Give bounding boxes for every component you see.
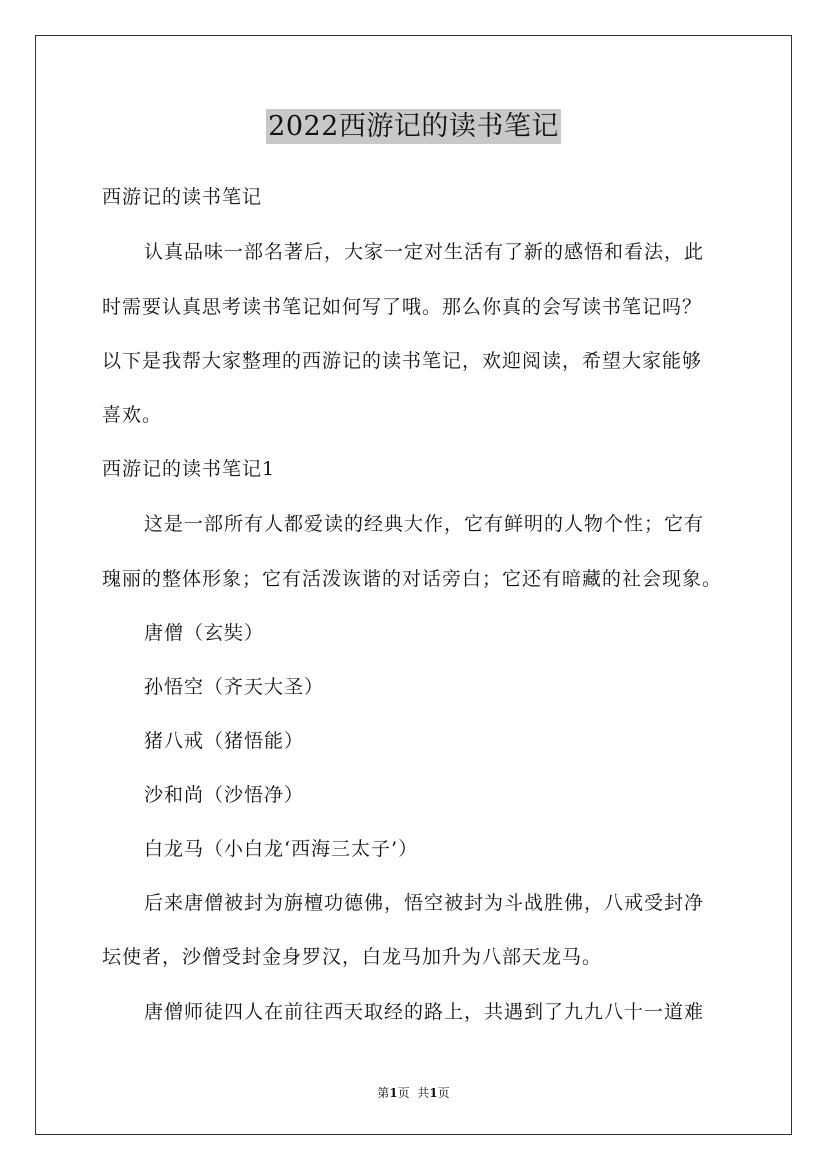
paragraph-line: 唐僧师徒四人在前往西天取经的路上，共遇到了九九八十一道难 bbox=[144, 1001, 705, 1023]
page-footer bbox=[0, 1084, 827, 1101]
character-line: 白龙马（小白龙‘西海三太子’） bbox=[144, 838, 419, 860]
paragraph-line: 以下是我帮大家整理的西游记的读书笔记，欢迎阅读，希望大家能够 bbox=[102, 350, 703, 372]
document-title: 2022西游记的读书笔记 bbox=[268, 111, 559, 142]
footer-page-mid: 页 共 bbox=[397, 1086, 430, 1100]
paragraph-line: 这是一部所有人都爱读的经典大作，它有鲜明的人物个性；它有 bbox=[144, 513, 705, 535]
footer-page-number: 1 bbox=[389, 1086, 398, 1100]
section-heading: 西游记的读书笔记1 bbox=[102, 458, 276, 480]
paragraph-line: 喜欢。 bbox=[102, 404, 163, 426]
paragraph-line: 后来唐僧被封为旃檀功德佛，悟空被封为斗战胜佛，八戒受封净 bbox=[144, 892, 705, 914]
paragraph-line: 认真品味一部名著后，大家一定对生活有了新的感悟和看法，此 bbox=[144, 241, 705, 263]
character-line: 沙和尚（沙悟净） bbox=[144, 784, 305, 806]
character-line: 孙悟空（齐天大圣） bbox=[144, 676, 325, 698]
footer-page-total: 1 bbox=[429, 1086, 438, 1100]
character-line: 猪八戒（猪悟能） bbox=[144, 730, 305, 752]
section-heading: 西游记的读书笔记 bbox=[102, 186, 263, 208]
character-line: 唐僧（玄奘） bbox=[144, 622, 265, 644]
document-title-container bbox=[0, 104, 827, 143]
footer-page-prefix: 第 bbox=[377, 1086, 390, 1100]
footer-page-suffix: 页 bbox=[437, 1086, 450, 1100]
paragraph-line: 坛使者，沙僧受封金身罗汉，白龙马加升为八部天龙马。 bbox=[102, 946, 603, 968]
paragraph-line: 时需要认真思考读书笔记如何写了哦。那么你真的会写读书笔记吗？ bbox=[102, 296, 703, 318]
paragraph-line: 瑰丽的整体形象；它有活泼诙谐的对话旁白；它还有暗藏的社会现象。 bbox=[102, 568, 723, 590]
